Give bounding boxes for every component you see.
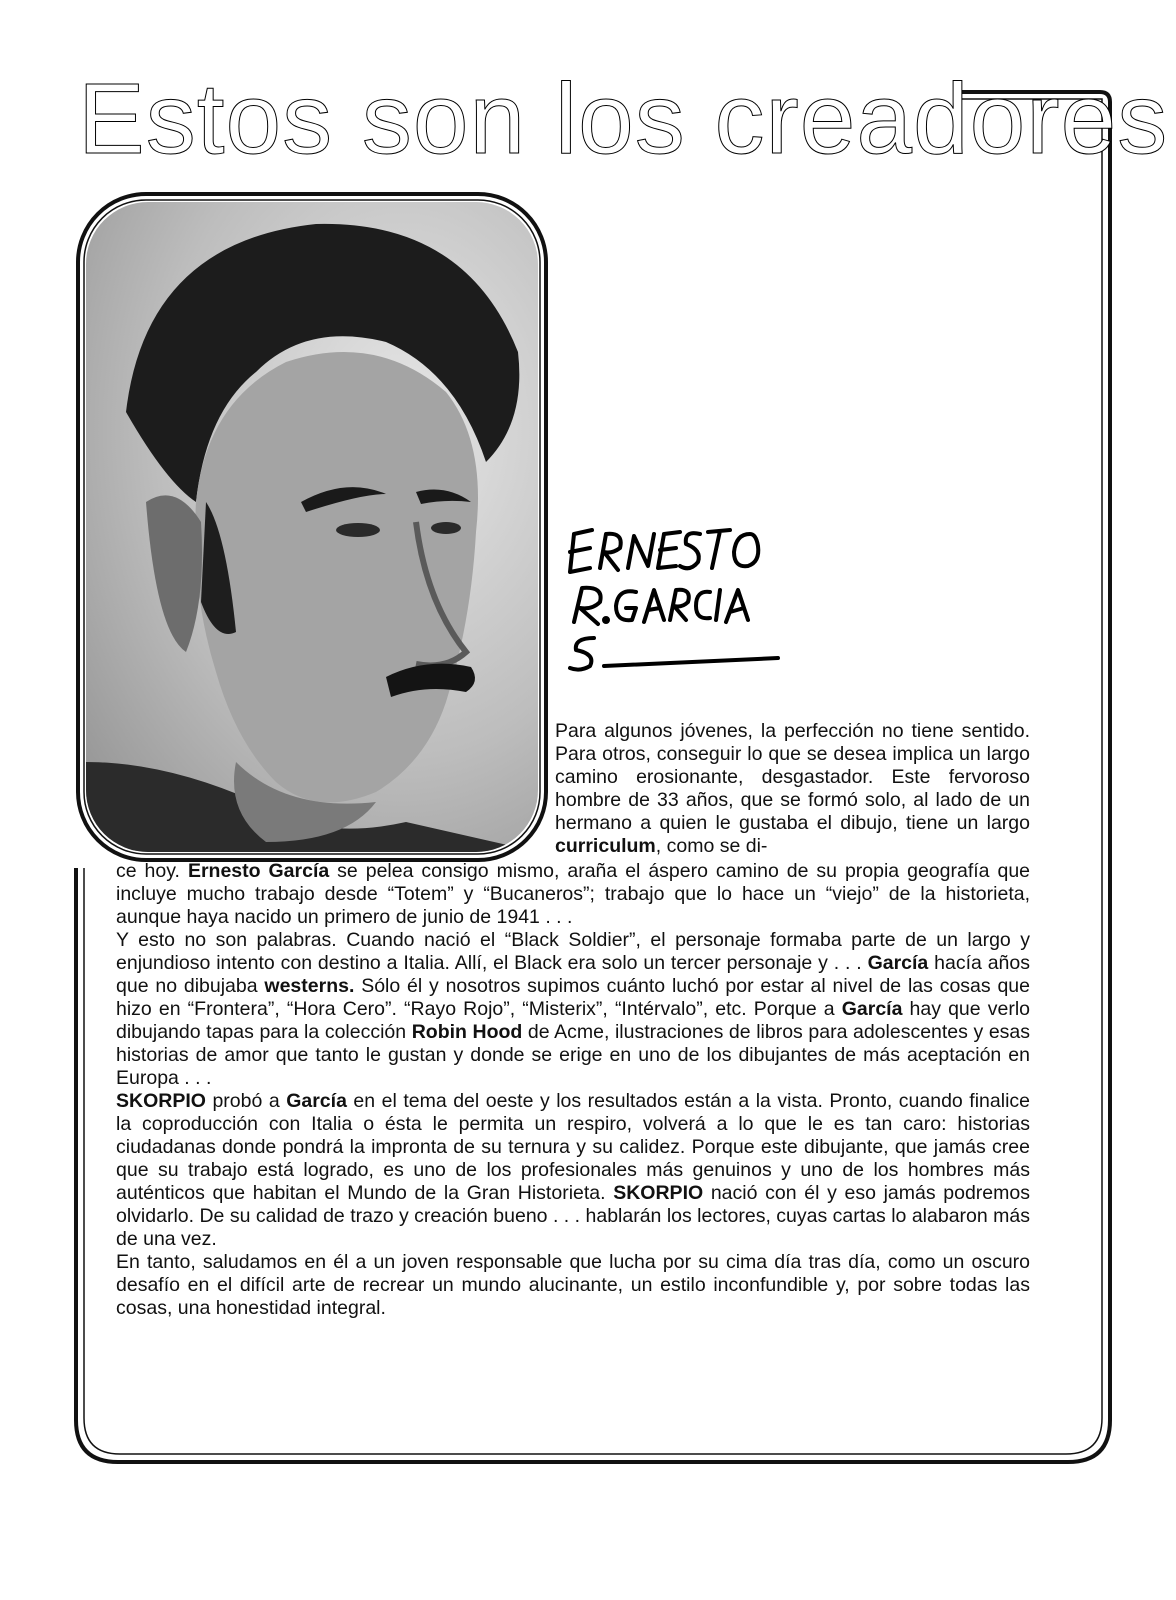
paragraph-3: SKORPIO probó a García en el tema del oeste y los resultados están a la vista. Pronto, cuando finalice la coproducción con Italia o ésta le permita un respiro, volverá a lo que le es tan caro: historias ciudadanas donde pondrá la impronta de su ternura y su calidez. Porque este dibujante, que jamás cree que su trabajo está logrado, es uno de los profesionales más genuinos y uno de los hombres más auténticos que habitan el Mundo de la Gran Historieta. SKORPIO nació con él y eso jamás podremos olvidarlo. De su calidad de trazo y creación bueno . . . hablarán los lectores, cuyas cartas lo alabaron más de una vez. (116, 1090, 1030, 1250)
artist-signature (560, 520, 790, 680)
paragraph-1: ce hoy. Ernesto García se pelea consigo mismo, araña el áspero camino de su propia geografía que incluye mucho trabajo desde “Totem” y “Bucaneros”; trabajo que lo hace un “viejo” de la historieta, aunque haya nacido un primero de junio de 1941 . . . (116, 860, 1031, 928)
page-title: Estos son los creadores (78, 63, 1169, 175)
paragraph-4: En tanto, saludamos en él a un joven responsable que lucha por su cima día tras día, como un oscuro desafío en el difícil arte de recrear un mundo alucinante, un estilo inconfundible y, por sobre todas las cosas, una honestidad integral. (116, 1251, 1030, 1319)
article-body (116, 860, 1030, 1320)
paragraph-2: Y esto no son palabras. Cuando nació el “Black Soldier”, el personaje formaba parte de un largo y enjundioso intento con destino a Italia. Allí, el Black era solo un tercer personaje y . . . García hacía años que no dibujaba westerns. Sólo él y nosotros supimos cuánto luchó por estar al nivel de las cosas que hizo en “Frontera”, “Hora Cero”. “Rayo Rojo”, “Misterix”, “Intérvalo”, etc. Porque a García hay que verlo dibujando tapas para la colección Robin Hood de Acme, ilustraciones de libros para adolescentes y esas historias de amor que tanto le gustan y donde se erige en uno de los dibujantes de más aceptación en Europa . . . (116, 929, 1031, 1089)
portrait-photo (86, 202, 538, 852)
bold-curriculum: curriculum (555, 835, 656, 857)
article-intro: Para algunos jóvenes, la perfección no tiene sentido. Para otros, conseguir lo que se desea implica un largo camino erosionante, desgastador. Este fervoroso hombre de 33 años, que se formó solo, al lado de un hermano a quien le gustaba el dibujo, tiene un largo curriculum, como se di- (555, 720, 1030, 857)
